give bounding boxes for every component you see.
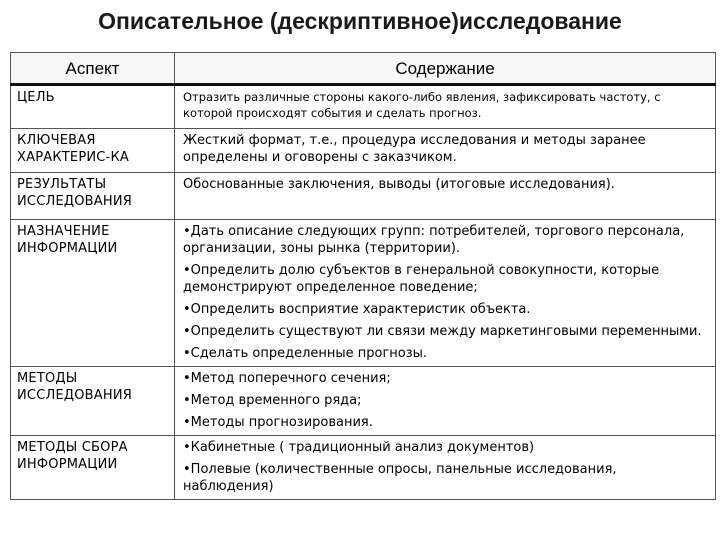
table-header-row — [11, 53, 716, 85]
bullet-item: •Кабинетные ( традиционный анализ документов) — [183, 440, 535, 455]
content-text: Отразить различные стороны какого-либо явления, зафиксировать частоту, с которой происходят события и сделать прогноз. — [183, 90, 661, 120]
aspect-cell: РЕЗУЛЬТАТЫ ИССЛЕДОВАНИЯ — [11, 173, 175, 220]
content-text: Жесткий формат, т.е., процедура исследования и методы заранее определены и оговорены с заказчиком. — [183, 133, 646, 165]
aspect-cell: МЕТОДЫ СБОРА ИНФОРМАЦИИ — [11, 436, 175, 500]
bullet-item: •Полевые (количественные опросы, панельные исследования, наблюдения) — [183, 462, 617, 494]
bullet-item: •Определить восприятие характеристик объекта. — [183, 302, 531, 317]
bullet-item: •Методы прогнозирования. — [183, 415, 373, 430]
table-row — [11, 436, 716, 500]
page-title: Описательное (дескриптивное)исследование — [98, 8, 622, 34]
bullet-item: •Дать описание следующих групп: потребителей, торгового персонала, организации, зоны рынка (территории). — [183, 224, 685, 256]
table-row — [11, 173, 716, 220]
content-cell — [175, 436, 716, 500]
aspect-cell: КЛЮЧЕВАЯ ХАРАКТЕРИС-КА — [11, 129, 175, 173]
table-row — [11, 220, 716, 367]
bullet-item: •Определить существуют ли связи между маркетинговыми переменными. — [183, 324, 702, 339]
content-cell — [175, 85, 716, 129]
table-row — [11, 367, 716, 436]
content-cell — [175, 129, 716, 173]
aspect-cell: НАЗНАЧЕНИЕ ИНФОРМАЦИИ — [11, 220, 175, 367]
content-cell — [175, 173, 716, 220]
header-aspect: Аспект — [11, 53, 175, 85]
bullet-item: •Метод временного ряда; — [183, 393, 362, 408]
bullet-item: •Сделать определенные прогнозы. — [183, 346, 428, 361]
aspect-cell: МЕТОДЫ ИССЛЕДОВАНИЯ — [11, 367, 175, 436]
research-table — [10, 52, 716, 500]
header-content: Содержание — [175, 53, 716, 85]
content-cell — [175, 367, 716, 436]
bullet-item: •Определить долю субъектов в генеральной совокупности, которые демонстрируют определенное поведение; — [183, 263, 660, 295]
table-row — [11, 129, 716, 173]
table-row — [11, 85, 716, 129]
aspect-cell: ЦЕЛЬ — [11, 85, 175, 129]
bullet-item: •Метод поперечного сечения; — [183, 371, 391, 386]
content-text: Обоснованные заключения, выводы (итоговые исследования). — [183, 177, 615, 192]
content-cell — [175, 220, 716, 367]
